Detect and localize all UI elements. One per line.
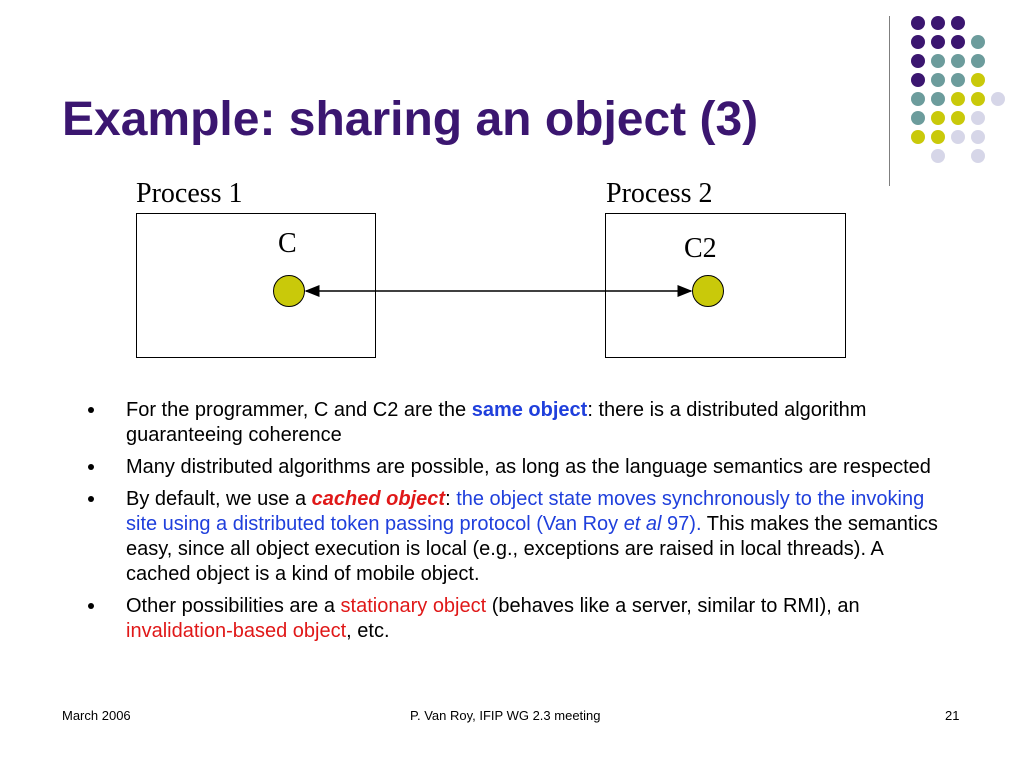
process-2-label: Process 2 [606, 178, 713, 209]
object-c2-circle [692, 275, 724, 307]
object-c2-label: C2 [684, 233, 717, 264]
bullet-dot-icon [88, 464, 94, 470]
bullet-item-many-algorithms: Many distributed algorithms are possible, as long as the language semantics are respected [86, 455, 946, 480]
object-c-label: C [278, 228, 297, 259]
same-object-emphasis: same object [471, 399, 588, 421]
footer-date: March 2006 [62, 708, 131, 723]
bullet-item-other-possibilities: Other possibilities are a stationary object (behaves like a server, similar to RMI), an invalidation-based object, etc. [86, 594, 946, 644]
bullet-item-same-object: For the programmer, C and C2 are the same object: there is a distributed algorithm guaranteeing coherence [86, 398, 946, 448]
process-1-label: Process 1 [136, 178, 243, 209]
bullet-dot-icon [88, 407, 94, 413]
footer-page-number: 21 [945, 708, 960, 723]
slide-title: Example: sharing an object (3) [62, 93, 759, 146]
bullet-list [86, 398, 946, 651]
bullet-dot-icon [88, 603, 94, 609]
stationary-object-emphasis: stationary object [340, 595, 487, 617]
bullet-dot-icon [88, 496, 94, 502]
footer-center: P. Van Roy, IFIP WG 2.3 meeting [410, 708, 601, 723]
bullet-item-cached-object: By default, we use a cached object: the object state moves synchronously to the invoking site using a distributed token passing protocol (Van Roy et al 97). This makes the semantics easy, since all object execution is local (e.g., exceptions are raised in local threads). A cached object is a kind of mobile object. [86, 487, 946, 587]
object-c-circle [273, 275, 305, 307]
invalidation-object-emphasis: invalidation-based object [126, 620, 347, 642]
cached-object-emphasis: cached object [311, 488, 446, 510]
